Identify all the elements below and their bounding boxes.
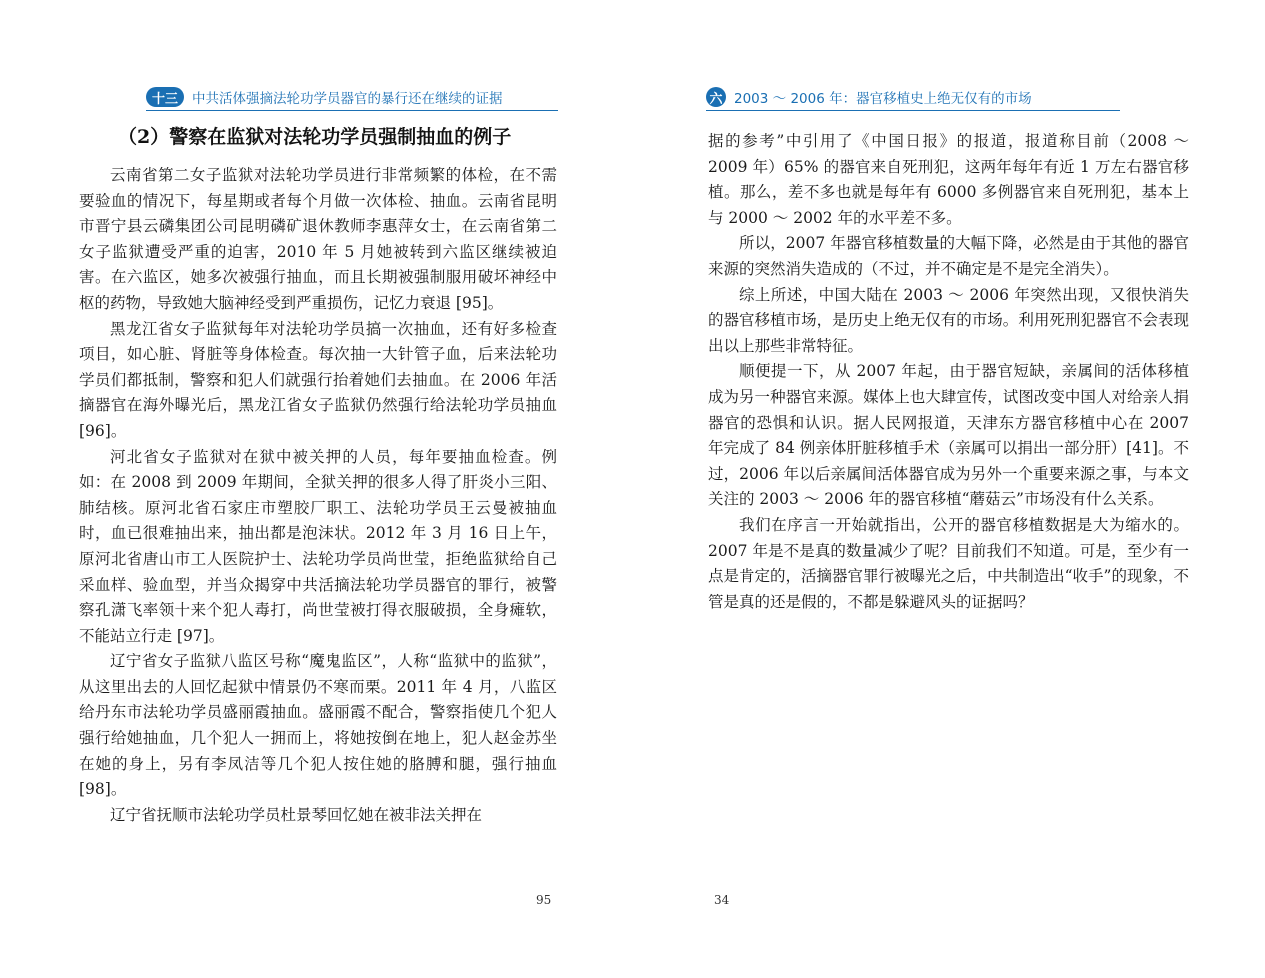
running-header-title: 2003 ～ 2006 年：器官移植史上绝无仅有的市场 [734, 91, 1032, 107]
right-page-header [706, 84, 1120, 111]
left-page-header [146, 84, 558, 111]
paragraph-continued: 据的参考”中引用了《中国日报》的报道，报道称目前（2008 ～ 2009 年）65% 的器官来自死刑犯，这两年每年有近 1 万左右器官移植。那么，差不多也就是每年有 6000 多例器官来自死刑犯，基本上与 2000 ～ 2002 年的水平差不多。 [708, 132, 1189, 227]
paragraph: 辽宁省抚顺市法轮功学员杜景琴回忆她在被非法关押在 [110, 805, 483, 824]
section-heading: （2）警察在监狱对法轮功学员强制抽血的例子 [118, 126, 512, 148]
right-body-text [708, 129, 1189, 615]
paragraph: 辽宁省女子监狱八监区号称“魔鬼监区”，人称“监狱中的监狱”，从这里出去的人回忆起狱中情景仍不寒而栗。2011 年 4 月，八监区给丹东市法轮功学员盛丽霞抽血。盛丽霞不配合，警察指使几个犯人强行给她抽血，几个犯人一拥而上，将她按倒在地上，犯人赵金苏坐在她的身上，另有李凤洁等几个犯人按住她的胳膊和腿，强行抽血 [98]。 [79, 652, 557, 799]
chapter-badge: 六 [706, 87, 726, 107]
left-body-text [79, 163, 557, 828]
paragraph: 云南省第二女子监狱对法轮功学员进行非常频繁的体检，在不需要验血的情况下，每星期或者每个月做一次体检、抽血。云南省昆明市晋宁县云磷集团公司昆明磷矿退休教师李惠萍女士，在云南省第二女子监狱遭受严重的迫害，2010 年 5 月她被转到六监区继续被迫害。在六监区，她多次被强行抽血，而且长期被强制服用破坏神经中枢的药物，导致她大脑神经受到严重损伤，记忆力衰退 [95]。 [79, 166, 557, 312]
chapter-badge: 十三 [146, 87, 184, 107]
paragraph: 我们在序言一开始就指出，公开的器官移植数据是大为缩水的。2007 年是不是真的数量减少了呢？目前我们不知道。可是，至少有一点是肯定的，活摘器官罪行被曝光之后，中共制造出“收手”的现象，不管是真的还是假的，不都是躲避风头的证据吗？ [708, 515, 1189, 611]
running-header-title: 中共活体强摘法轮功学员器官的暴行还在继续的证据 [192, 91, 503, 107]
paragraph: 所以，2007 年器官移植数量的大幅下降，必然是由于其他的器官来源的突然消失造成的（不过，并不确定是不是完全消失）。 [708, 234, 1189, 278]
paragraph: 综上所述，中国大陆在 2003 ～ 2006 年突然出现，又很快消失的器官移植市场，是历史上绝无仅有的市场。利用死刑犯器官不会表现出以上那些非常特征。 [708, 285, 1189, 355]
page-number: 34 [714, 893, 730, 907]
paragraph: 黑龙江省女子监狱每年对法轮功学员搞一次抽血，还有好多检查项目，如心脏、肾脏等身体检查。每次抽一大针管子血，后来法轮功学员们都抵制，警察和犯人们就强行抬着她们去抽血。在 2006 年活摘器官在海外曝光后，黑龙江省女子监狱仍然强行给法轮功学员抽血 [96]。 [79, 319, 557, 440]
left-page [0, 0, 632, 978]
paragraph: 河北省女子监狱对在狱中被关押的人员，每年要抽血检查。例如：在 2008 到 2009 年期间，全狱关押的很多人得了肝炎小三阳、肺结核。原河北省石家庄市塑胶厂职工、法轮功学员王云曼被抽血时，血已很难抽出来，抽出都是泡沫状。2012 年 3 月 16 日上午，原河北省唐山市工人医院护士、法轮功学员尚世莹，拒绝监狱给自己采血样、验血型，并当众揭穿中共活摘法轮功学员器官的罪行，被警察孔潇飞率领十来个犯人毒打，尚世莹被打得衣服破损，全身瘫软，不能站立行走 [97]。 [79, 447, 557, 645]
right-page [632, 0, 1265, 978]
paragraph: 顺便提一下，从 2007 年起，由于器官短缺，亲属间的活体移植成为另一种器官来源。媒体上也大肆宣传，试图改变中国人对给亲人捐器官的恐惧和认识。据人民网报道，天津东方器官移植中心在 2007 年完成了 84 例亲体肝脏移植手术（亲属可以捐出一部分肝）[41]。不过，2006 年以后亲属间活体器官成为另外一个重要来源之事，与本文关注的 2003 ～ 2006 年的器官移植“蘑菇云”市场没有什么关系。 [708, 362, 1189, 509]
page-number: 95 [536, 893, 552, 907]
